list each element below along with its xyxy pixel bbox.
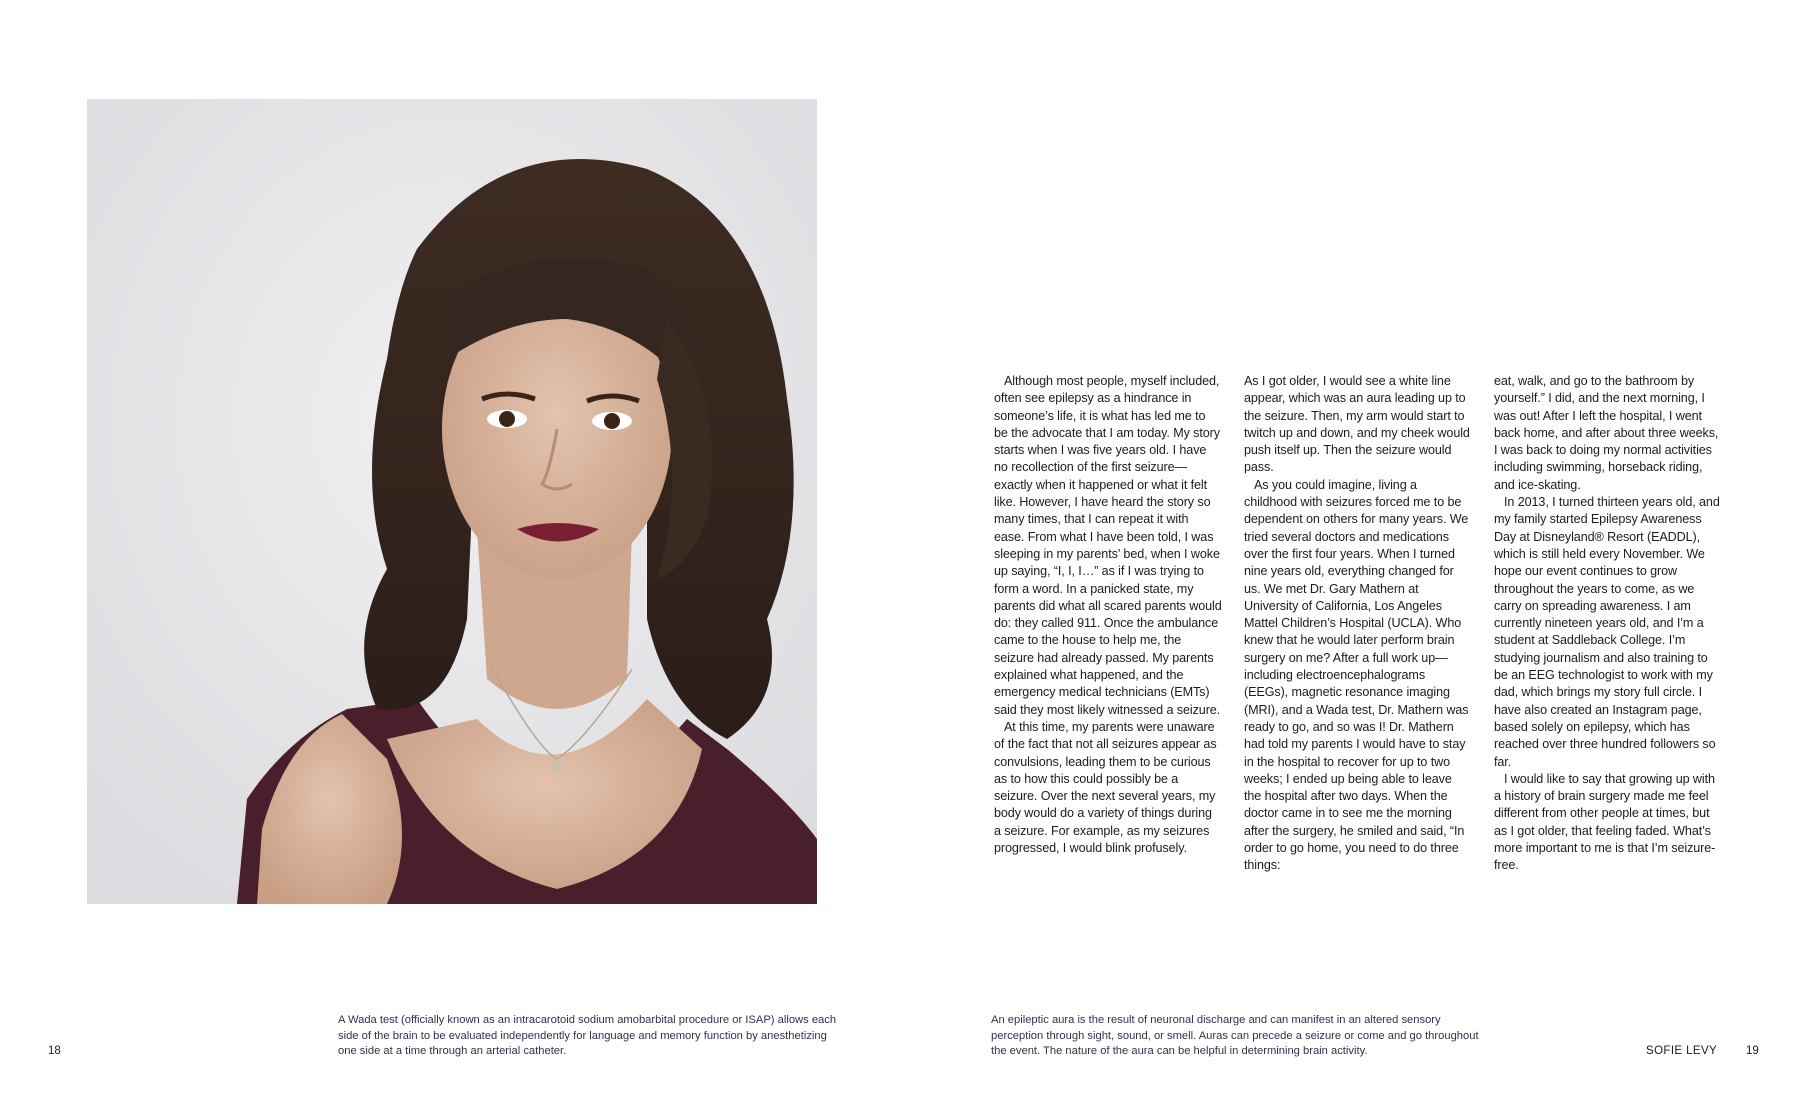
article-column-1 (994, 373, 1222, 913)
article-body (994, 373, 1724, 913)
portrait-photo-icon (87, 99, 817, 904)
article-column-3 (1494, 373, 1722, 913)
article-paragraph: I would like to say that growing up with a history of brain surgery made me feel different from other people at times, but as I got older, that feeling faded. What’s more important to me is that I’m seizure-free. (1494, 771, 1716, 873)
article-paragraph: As you could imagine, living a childhood with seizures forced me to be dependent on others for many years. We tried several doctors and medications over the first four years. When I turned nine years old, everything changed for us. We met Dr. Gary Mathern at University of California, Los Angeles Mattel Children’s Hospital (UCLA). Who knew that he would later perform brain surgery on me? After a full work up—including electroencephalograms (EEGs), magnetic resonance imaging (MRI), and a Wada test, Dr. Mathern was ready to go, and so was I! Dr. Mathern had told my parents I would have to stay in the hospital to recover for up to two weeks; I ended up being able to leave the hospital after two days. When the doctor came in to see me the morning after the surgery, he smiled and said, “In order to go home, you need to do three things: (1244, 477, 1469, 873)
article-paragraph: Although most people, myself included, often see epilepsy as a hindrance in someone’s life, it is what has led me to be the advocate that I am today. My story starts when I was five years old. I have no recollection of the first seizure—exactly when it happened or what it felt like. However, I have heard the story so many times, that I can repeat it with ease. From what I have been told, I was sleeping in my parents’ bed, when I woke up saying, “I, I, I…” as if I was trying to form a word. In a panicked state, my parents did what all scared parents would do: they called 911. Once the ambulance came to the house to help me, the seizure had already passed. My parents explained what happened, and the emergency medical technicians (EMTs) said they most likely witnessed a seizure. (994, 374, 1222, 717)
right-page-number: 19 (1746, 1045, 1759, 1057)
footnote-epileptic-aura: An epileptic aura is the result of neuronal discharge and can manifest in an altered sensory perception through sight, sound, or smell. Auras can precede a seizure or come and go throughout the event. The nature of the aura can be helpful in determining brain activity. (991, 1014, 1479, 1057)
article-column-2 (1244, 373, 1472, 913)
article-paragraph: As I got older, I would see a white line appear, which was an aura leading up to the seizure. Then, my arm would start to twitch up and down, and my cheek would push itself up. Then the seizure would pass. (1244, 374, 1470, 475)
portrait-photo (87, 99, 817, 904)
left-page-number: 18 (48, 1045, 61, 1057)
article-paragraph: At this time, my parents were unaware of the fact that not all seizures appear as convulsions, leading them to be curious as to how this could possibly be a seizure. Over the next several years, my body would do a variety of things during a seizure. For example, as my seizures progressed, I would blink profusely. (994, 719, 1217, 856)
article-paragraph: eat, walk, and go to the bathroom by yourself.” I did, and the next morning, I was out! After I left the hospital, I went back home, and after about three weeks, I was back to doing my normal activities including swimming, horseback riding, and ice-skating. (1494, 374, 1719, 492)
footnote-wada-test: A Wada test (officially known as an intracarotoid sodium amobarbital procedure or ISAP) allows each side of the brain to be evaluated independently for language and memory function by anesthetizing one side at a time through an arterial catheter. (338, 1014, 837, 1057)
article-paragraph: In 2013, I turned thirteen years old, and my family started Epilepsy Awareness Day at Disneyland® Resort (EADDL), which is still held every November. We hope our event continues to grow throughout the years to come, as we carry on spreading awareness. I am currently nineteen years old, and I’m a student at Saddleback College. I’m studying journalism and also training to be an EEG technologist to work with my dad, which brings my story full circle. I have also created an Instagram page, based solely on epilepsy, which has reached over three hundred followers so far. (1494, 495, 1720, 769)
running-author-name: SOFIE LEVY (1646, 1045, 1718, 1057)
